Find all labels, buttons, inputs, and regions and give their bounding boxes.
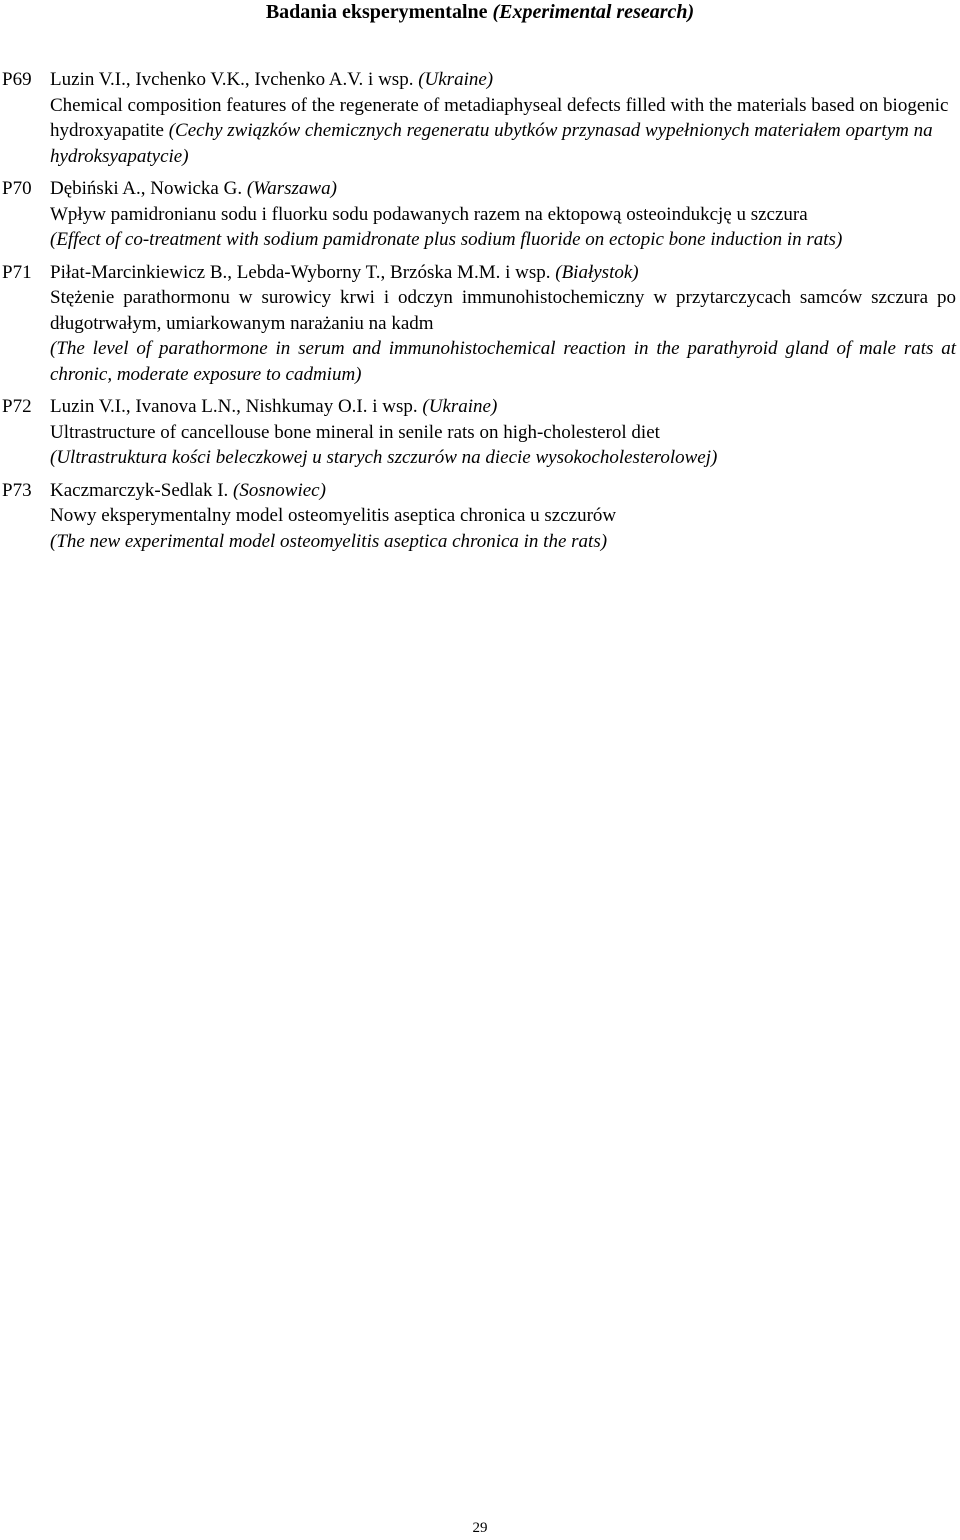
entry-translation: (The level of parathormone in serum and immunohistochemical reaction in the parathyroid gland of male rats at chronic, moderate exposure to cadmium) <box>50 338 956 385</box>
page-title-sub: (Experimental research) <box>492 1 695 23</box>
entry-id: P69 <box>2 69 32 90</box>
entry-header <box>50 260 956 286</box>
entry-id: P70 <box>2 178 32 199</box>
entry-title: Wpływ pamidronianu sodu i fluorku sodu podawanych razem na ektopową osteoindukcję u szczura <box>50 203 808 225</box>
entry-translation: (The new experimental model osteomyelitis aseptica chronica in the rats) <box>50 530 608 552</box>
abstract-entry-p70 <box>0 176 960 253</box>
abstract-entry-p69 <box>0 67 960 169</box>
entry-id: P73 <box>2 479 32 501</box>
entry-authors: Dębiński A., Nowicka G. <box>50 178 243 199</box>
entry-city: (Ukraine) <box>422 396 498 417</box>
abstract-list <box>0 67 960 561</box>
entry-authors: Piłat-Marcinkiewicz B., Lebda-Wyborny T., Brzóska M.M. i wsp. <box>50 261 551 283</box>
entry-city: (Ukraine) <box>418 69 494 90</box>
entry-body <box>50 478 956 555</box>
entry-body <box>50 67 956 169</box>
entry-city: (Białystok) <box>555 261 639 283</box>
entry-body <box>50 176 956 253</box>
entry-title: Stężenie parathormonu w surowicy krwi i odczyn immunohistochemiczny w przytarczycach samców szczura po długotrwałym, umiarkowanym narażaniu na kadm <box>50 287 956 334</box>
page-title-main: Badania eksperymentalne <box>265 1 488 23</box>
entry-title: Chemical composition features of the regenerate of metadiaphyseal defects filled with the materials based on biogenic hydroxyapatite <box>50 94 949 141</box>
entry-header <box>50 394 956 420</box>
entry-translation: (Cechy związków chemicznych regeneratu ubytków przynasad wypełnionych materiałem opartym na hydroksyapatycie) <box>50 120 933 167</box>
entry-translation: (Effect of co-treatment with sodium pamidronate plus sodium fluoride on ectopic bone induction in rats) <box>50 229 843 250</box>
abstract-entry-p72 <box>0 394 960 471</box>
entry-authors: Kaczmarczyk-Sedlak I. <box>50 479 229 501</box>
page-number: 29 <box>472 1520 488 1536</box>
entry-title: Nowy eksperymentalny model osteomyelitis aseptica chronica u szczurów <box>50 505 617 526</box>
abstract-entry-p71 <box>0 260 960 388</box>
entry-body <box>50 260 956 388</box>
entry-city: (Sosnowiec) <box>233 479 326 501</box>
entry-header <box>50 176 956 202</box>
entry-id: P71 <box>2 261 32 283</box>
entry-title: Ultrastructure of cancellouse bone mineral in senile rats on high-cholesterol diet <box>50 421 660 443</box>
entry-authors: Luzin V.I., Ivchenko V.K., Ivchenko A.V. i wsp. <box>50 69 414 90</box>
entry-header <box>50 67 956 93</box>
entry-city: (Warszawa) <box>246 178 337 199</box>
entry-translation: (Ultrastruktura kości beleczkowej u starych szczurów na diecie wysokocholesterolowej) <box>50 447 718 468</box>
entry-header <box>50 478 956 504</box>
entry-body <box>50 394 956 471</box>
entry-id: P72 <box>2 396 32 417</box>
page-title <box>0 0 960 25</box>
entry-authors: Luzin V.I., Ivanova L.N., Nishkumay O.I. i wsp. <box>50 396 418 417</box>
abstract-entry-p73 <box>0 478 960 555</box>
